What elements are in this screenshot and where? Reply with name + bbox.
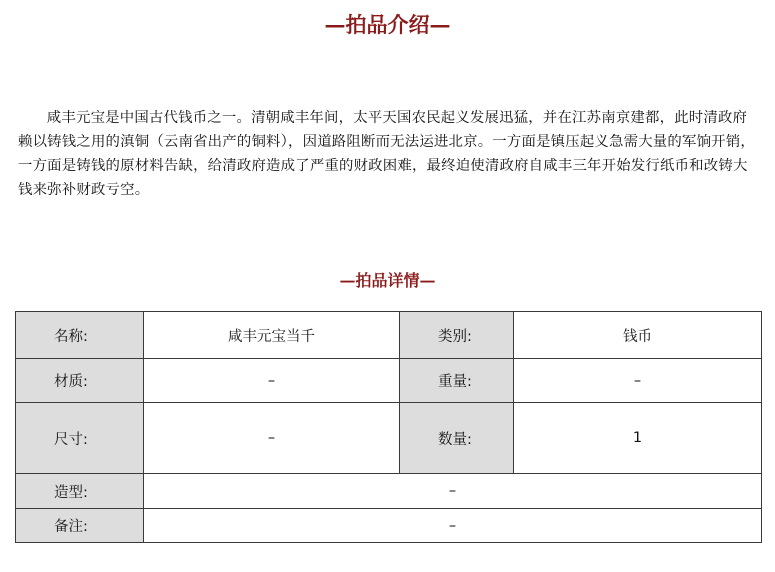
category-label: 类别: <box>400 312 514 359</box>
weight-label: 重量: <box>400 359 514 403</box>
quantity-label: 数量: <box>400 403 514 474</box>
remark-value: – <box>144 509 762 543</box>
intro-paragraph: 咸丰元宝是中国古代钱币之一。清朝咸丰年间，太平天国农民起义发展迅猛，并在江苏南京建都，此时清政府赖以铸钱之用的滇铜（云南省出产的铜料），因道路阻断而无法运进北京。一方面是镇压起义急需大量的军饷开销，一方面是铸钱的原材料告缺，给清政府造成了严重的财政困难，最终迫使清政府自咸丰三年开始发行纸币和改铸大钱来弥补财政亏空。 <box>18 110 755 198</box>
quantity-value: 1 <box>514 403 762 474</box>
table-row <box>16 509 762 543</box>
weight-value: – <box>514 359 762 403</box>
material-value: – <box>144 359 400 403</box>
intro-section-title: —拍品介绍— <box>324 12 451 37</box>
shape-value: – <box>144 474 762 509</box>
details-table <box>15 311 762 543</box>
category-value: 钱币 <box>514 312 762 359</box>
material-label: 材质: <box>16 359 144 403</box>
shape-label: 造型: <box>16 474 144 509</box>
details-section-title: —拍品详情— <box>339 271 436 290</box>
size-value: – <box>144 403 400 474</box>
table-row <box>16 359 762 403</box>
table-row <box>16 474 762 509</box>
table-row <box>16 403 762 474</box>
name-value: 咸丰元宝当千 <box>144 312 400 359</box>
table-row <box>16 312 762 359</box>
remark-label: 备注: <box>16 509 144 543</box>
name-label: 名称: <box>16 312 144 359</box>
size-label: 尺寸: <box>16 403 144 474</box>
